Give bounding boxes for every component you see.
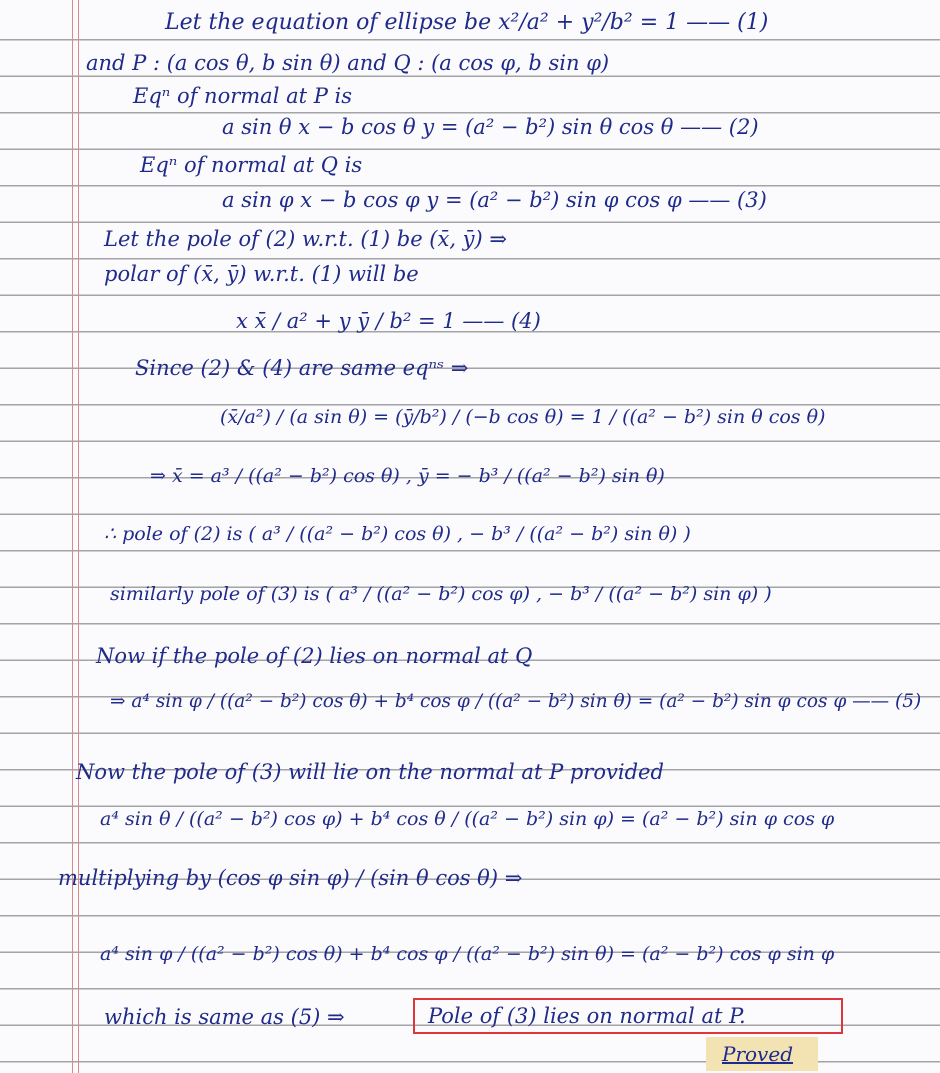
solution-line: Eqⁿ of normal at Q is bbox=[140, 153, 363, 177]
highlighted-conclusion: Pole of (3) lies on normal at P. bbox=[428, 1004, 746, 1028]
solution-line: Eqⁿ of normal at P is bbox=[133, 84, 353, 108]
solution-line: Now the pole of (3) will lie on the normal at P provided bbox=[76, 760, 664, 784]
solution-line: and P : (a cos θ, b sin θ) and Q : (a cos φ, b sin φ) bbox=[86, 51, 610, 75]
solution-line: ⇒ a⁴ sin φ / ((a² − b²) cos θ) + b⁴ cos φ / ((a² − b²) sin θ) = (a² − b²) sin φ cos φ —— (5) bbox=[110, 691, 922, 712]
solution-line: x x̄ / a² + y ȳ / b² = 1 —— (4) bbox=[236, 309, 541, 333]
solution-line: a sin φ x − b cos φ y = (a² − b²) sin φ cos φ —— (3) bbox=[222, 188, 767, 212]
solution-line: Now if the pole of (2) lies on normal at Q bbox=[96, 644, 533, 668]
solution-line: a⁴ sin θ / ((a² − b²) cos φ) + b⁴ cos θ / ((a² − b²) sin φ) = (a² − b²) sin φ cos φ bbox=[100, 808, 835, 830]
solution-line: Let the pole of (2) w.r.t. (1) be (x̄, ȳ) ⇒ bbox=[104, 227, 508, 251]
margin-line bbox=[78, 0, 79, 1073]
solution-line: which is same as (5) ⇒ bbox=[104, 1005, 345, 1029]
solution-line: (x̄/a²) / (a sin θ) = (ȳ/b²) / (−b cos θ) = 1 / ((a² − b²) sin θ cos θ) bbox=[220, 406, 826, 428]
solution-line: Let the equation of ellipse be x²/a² + y²/b² = 1 —— (1) bbox=[165, 10, 769, 35]
solution-line: ∴ pole of (2) is ( a³ / ((a² − b²) cos θ) , − b³ / ((a² − b²) sin θ) ) bbox=[104, 523, 691, 545]
solution-line: polar of (x̄, ȳ) w.r.t. (1) will be bbox=[104, 262, 419, 286]
solution-line: ⇒ x̄ = a³ / ((a² − b²) cos θ) , ȳ = − b³ / ((a² − b²) sin θ) bbox=[150, 465, 665, 487]
proved-text: Proved bbox=[722, 1042, 793, 1066]
solution-line: similarly pole of (3) is ( a³ / ((a² − b²) cos φ) , − b³ / ((a² − b²) sin φ) ) bbox=[110, 583, 772, 605]
solution-line: a⁴ sin φ / ((a² − b²) cos θ) + b⁴ cos φ / ((a² − b²) sin θ) = (a² − b²) cos φ sin φ bbox=[100, 943, 835, 965]
solution-line: a sin θ x − b cos θ y = (a² − b²) sin θ cos θ —— (2) bbox=[222, 115, 759, 139]
margin-line bbox=[72, 0, 73, 1073]
solution-line: Since (2) & (4) are same eqⁿˢ ⇒ bbox=[135, 356, 469, 380]
solution-line: multiplying by (cos φ sin φ) / (sin θ cos θ) ⇒ bbox=[58, 866, 523, 890]
